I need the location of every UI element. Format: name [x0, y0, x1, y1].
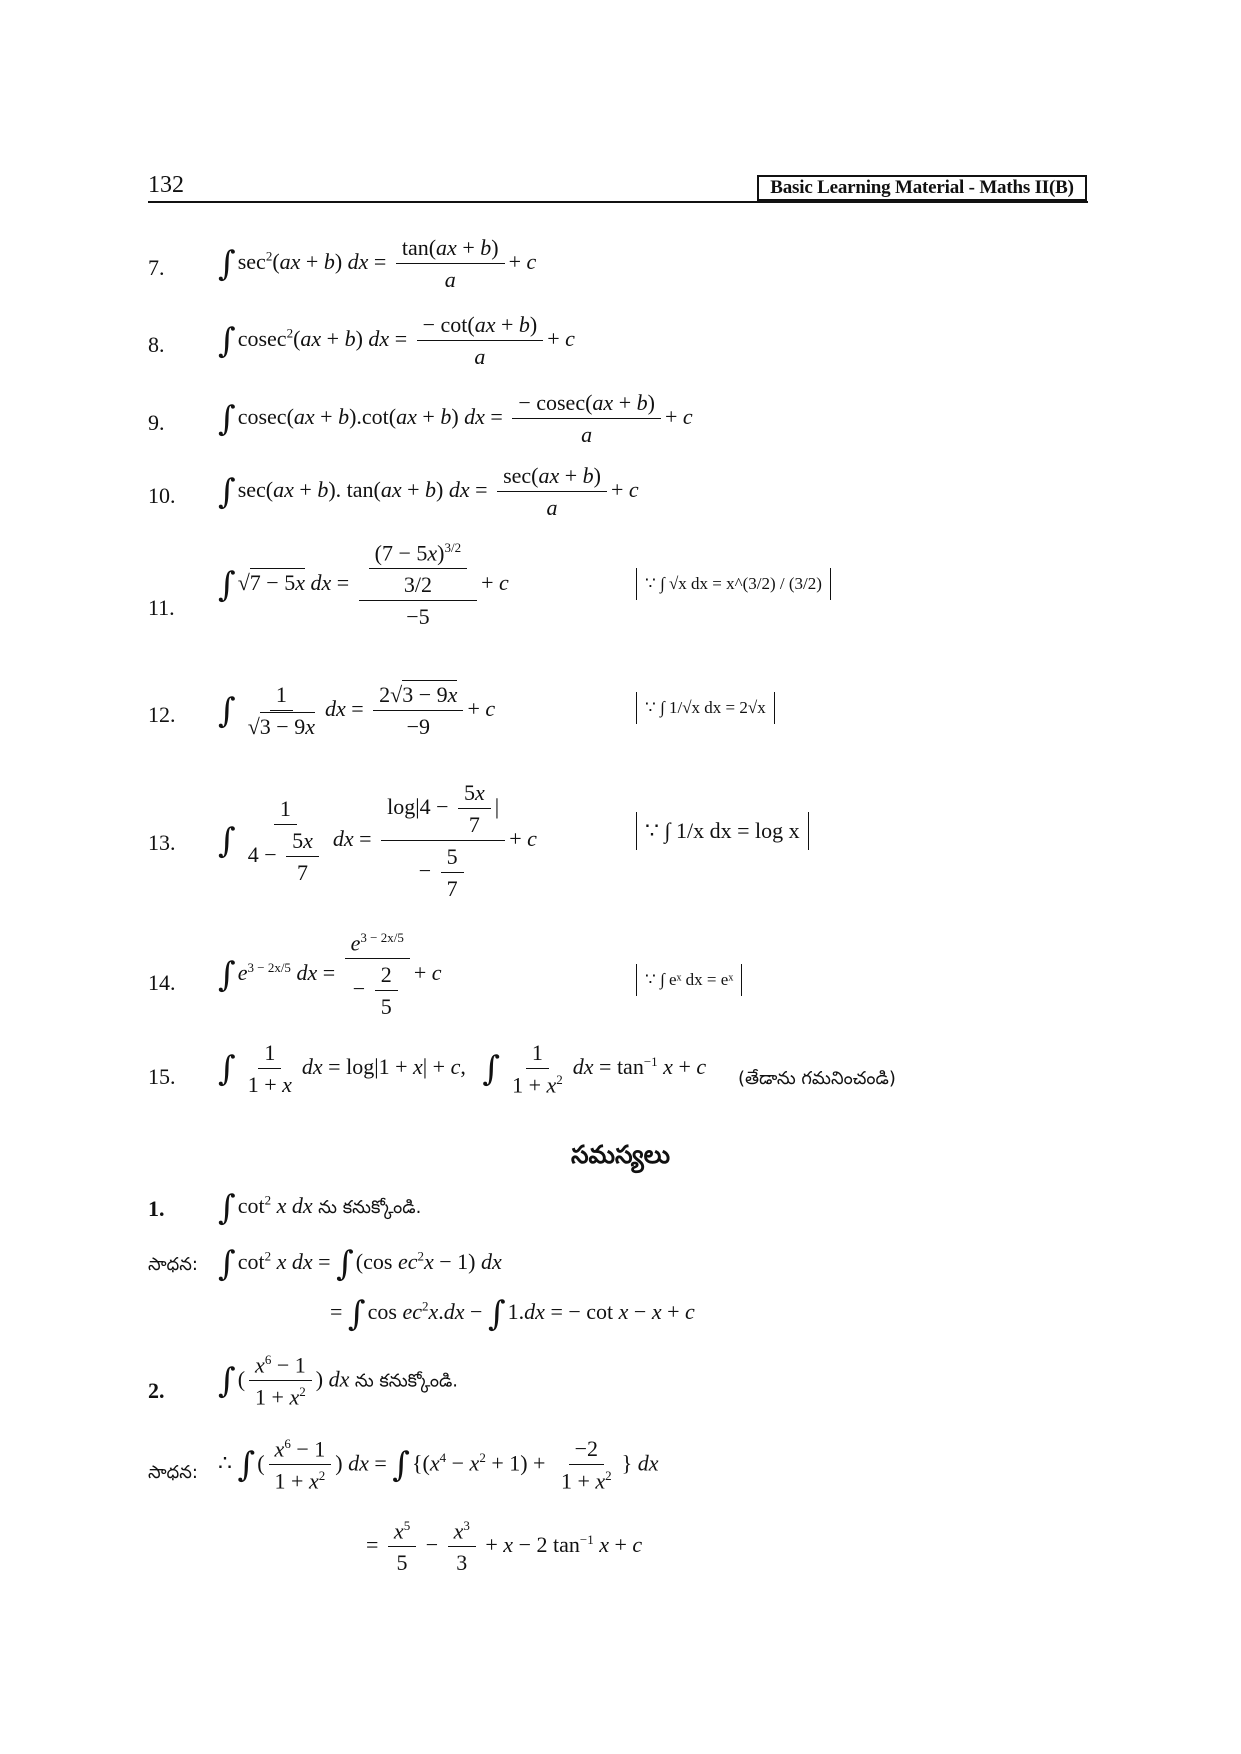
page-number: 132 — [148, 172, 184, 198]
solution-label: సాధన: — [148, 1462, 198, 1483]
question-suffix: ను కనుక్కోండి. — [318, 1197, 422, 1218]
solution-line-2: = $\frac{x^5}{5}$ − $\frac{x^3}{3}$ + x − 2 $\tan^{-1} x + c$ — [366, 1518, 643, 1576]
problem-question: $\int\cot^2$ x dx ను కనుక్కోండి. — [218, 1188, 422, 1228]
formula-expression: ∫cosec$^2$(ax + b) dx = $\frac{- \cot(ax + b)}{a}$ + c — [218, 312, 575, 369]
hint-bracket: ∵ ∫ 1/√x dx = 2√x — [636, 692, 775, 724]
formula-number: 9. — [148, 410, 165, 435]
note-text: (తేడాను గమనించండి) — [738, 1068, 896, 1089]
formula-expression: ∫ $\frac{1}{1 + x}$ dx = log|1 + x| + c, ∫ $\frac{1}{1 + x^2}$ dx = $\tan^{-1} x + c$ — [218, 1040, 707, 1098]
book-title-box: Basic Learning Material - Maths II(B) — [757, 175, 1087, 201]
formula-number: 15. — [148, 1064, 176, 1089]
solution-label: సాధన: — [148, 1254, 198, 1275]
formula-expression: ∫ 1 4 − $\frac{5x}{7}$ dx = log|4 − $\frac{5x}{7}$ | − $\frac{5}{7}$ + c — [218, 780, 537, 901]
formula-expression: ∫cosec(ax + b).cot(ax + b) dx = $\frac{- cosec(ax + b)}{a}$ + c — [218, 390, 693, 447]
hint-bracket: ∵ ∫ eˣ dx = eˣ — [636, 964, 742, 996]
formula-expression: $\int e^{3 - 2x/5}$ dx = $e^{3 - 2x/5}$ − $\frac{2}{5}$ + c — [218, 930, 442, 1020]
formula-expression: ∫ $\frac{1}{√3 - 9x}$ dx = $\frac{2√3 - 9x}{-9}$ + c — [218, 682, 496, 739]
formula-number: 12. — [148, 702, 176, 727]
hint-bracket: ∵ ∫ √x dx = x^(3/2) / (3/2) — [636, 568, 831, 600]
formula-expression: $\int\sec^2(ax + b)$ dx = $\frac{\tan(ax + b)}{a}$ + c — [218, 235, 537, 292]
formula-number: 14. — [148, 970, 176, 995]
solution-line-1: ∴ ∫( $\frac{x^6 - 1}{1 + x^2}$ ) dx = $\int\{(x^4 - x^2 + 1)$ + $\frac{-2}{1 + x^2}$ } dx — [218, 1436, 659, 1494]
question-suffix: ను కనుక్కోండి. — [354, 1370, 458, 1392]
formula-number: 10. — [148, 483, 176, 508]
formula-number: 13. — [148, 830, 176, 855]
formula-number: 8. — [148, 332, 165, 357]
formula-expression: ∫sec(ax + b). tan(ax + b) dx = $\frac{\sec(ax + b)}{a}$ + c — [218, 463, 639, 520]
problem-number: 1. — [148, 1196, 165, 1221]
solution-line-1: $\int\cot^2$ x dx = ∫(cos $ec^2x - 1$) dx — [218, 1244, 502, 1284]
formula-expression: ∫√7 − 5x dx = $\frac{\frac{(7 - 5x)^{3/2}}{3/2}}{-5}$ + c — [218, 540, 509, 630]
section-heading: సమస్యలు — [570, 1140, 671, 1169]
problem-question: ∫( $\frac{x^6 - 1}{1 + x^2}$ ) dx ను కనుక్కోండి. — [218, 1352, 458, 1410]
header-rule — [148, 201, 1088, 203]
formula-number: 11. — [148, 595, 175, 620]
solution-line-2: = ∫cos $ec^2x.dx - \int 1.dx$ = − cot x − x + c — [330, 1294, 695, 1334]
problem-number: 2. — [148, 1378, 165, 1403]
hint-bracket: ∵ ∫ 1/x dx = log x — [636, 812, 809, 850]
formula-number: 7. — [148, 255, 165, 280]
